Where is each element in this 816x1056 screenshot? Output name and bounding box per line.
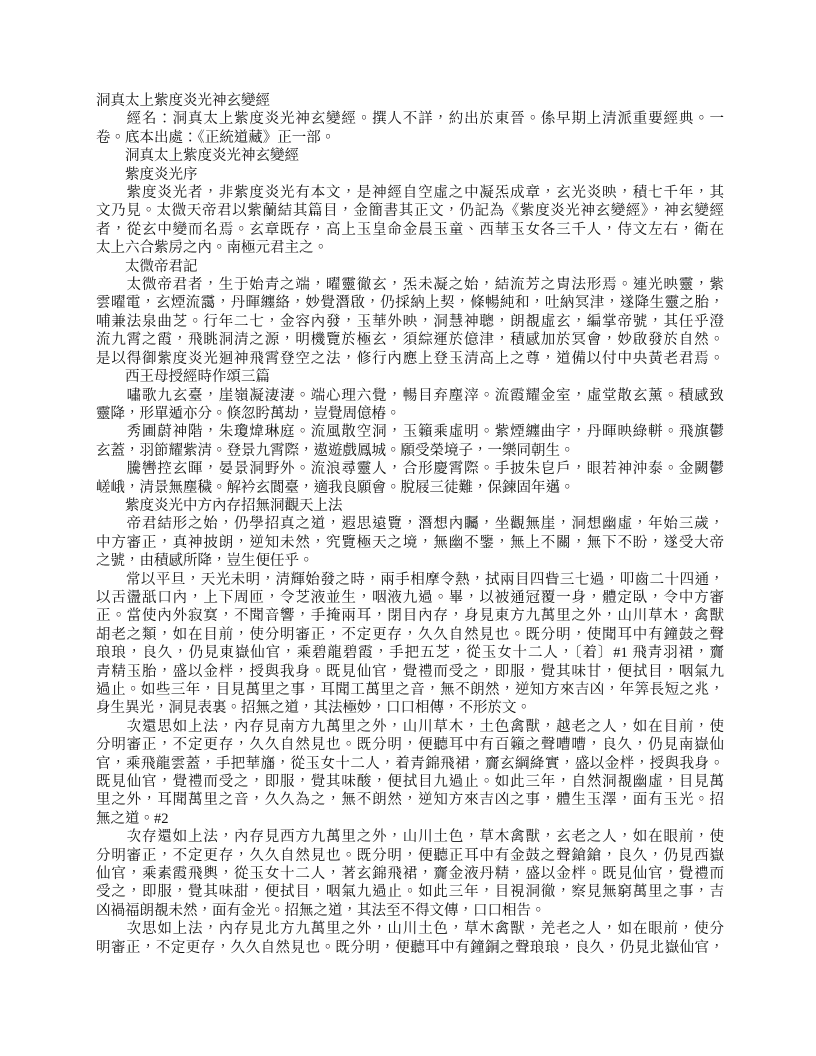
text-line: 身生異光，洞見表裏。招無之道，其法極妙，口口相傳，不形於文。: [96, 700, 531, 717]
text-line: 嵯峨，清景無塵穢。解衿玄閬臺，適我良願會。脫屐三徒難，保鍊固年邁。: [96, 479, 575, 496]
text-line: 仙官，乘素霞飛輿，從玉女十二人，著玄錦飛裙，齎金液丹精，盛以金柈。既見仙官，覺禮而: [96, 866, 724, 883]
text-line: 分明審正，不定更存，久久自然見也。既分明，便聽耳中有百籟之聲嘈嘈，良久，仍見南嶽仙: [96, 737, 724, 754]
text-line: 青精玉胎，盛以金柈，授與我身。既見仙官，覺禮而受之，即服，覺其味甘，便拭目，咽氣九: [96, 663, 724, 680]
text-line: 琅琅，良久，仍見東嶽仙官，乘碧龍碧霞，手把五芝，從玉女十二人，〔着〕#1 飛青羽裙，齎: [96, 645, 724, 662]
text-line: 之號，由積感所降，豈生便任乎。: [96, 553, 314, 570]
text-line: 官，乘飛龍雲蓋，手把華旛，從玉女十二人，着青錦飛裙，齎玄綱絳實，盛以金柈，授與我身。: [96, 755, 724, 772]
text-line: 玄蓋，羽節耀紫清。登景九霄際，遨遊戲鳳城。願受榮境子，一樂同朝生。: [96, 442, 575, 459]
text-line: 文乃見。太微天帝君以紫蘭結其篇目，金簡書其正文，仍記為《紫度炎光神玄變經》，神玄變經: [96, 203, 724, 220]
text-line: 受之，即服，覺其味甜，便拭目，咽氣九過止。如此三年，目視洞徹，察見無窮萬里之事，吉: [96, 884, 724, 901]
text-line: 秀圃蔚神階，朱瓊煒琳庭。流風散空洞，玉籟乘虛明。紫煙纏曲字，丹暉映綠軿。飛旗鬱: [96, 424, 724, 441]
text-line: 常以平旦，天光未明，清輝始發之時，兩手相摩令熱，拭兩目四眥三七過，叩齒二十四通，: [96, 571, 724, 588]
text-line: 次還思如上法，內存見南方九萬里之外，山川草木，土色禽獸，越老之人，如在目前，使: [96, 718, 724, 735]
text-line: 中方審正，真神披朗，逆知未然，究覽極天之境，無幽不鑒，無上不關，無下不盼，遂受大帝: [96, 534, 724, 551]
text-line: 嘯歌九玄臺，崖嶺凝淒淒。端心理六覺，暢目弃塵滓。流霞耀金室，虛堂散玄薰。積感致: [96, 387, 724, 404]
text-line: 太上六合紫房之內。南極元君主之。: [96, 240, 328, 257]
text-line: 雲曜電，玄煙流靄，丹暉纏絡，妙覺潛啟，仍採納上契，條暢純和，吐納冥津，遂降生靈之胎，: [96, 295, 724, 312]
text-line: 次存還如上法，內存見西方九萬里之外，山川土色，草木禽獸，玄老之人，如在眼前，使: [96, 829, 724, 846]
text-line: 騰轡控玄暉，晏景洞野外。流浪尋靈人，合形慶霄際。手披朱皀戶，眼若神沖泰。金闕鬱: [96, 461, 724, 478]
text-line: 次思如上法，內存見北方九萬里之外，山川土色，草木禽獸，羌老之人，如在眼前，使分: [96, 921, 724, 938]
text-line: 紫度炎光者，非紫度炎光有本文，是神經自空虛之中凝炁成章，玄光炎映，積七千年，其: [96, 185, 724, 202]
text-line: 靈降，形單遁亦分。倏忽盻萬劫，豈覺周億椿。: [96, 405, 401, 422]
text-line: 紫度炎光中方內存招無洞觀天上法: [96, 497, 343, 514]
text-line: 哺兼法泉曲芝。行年二七，金容內發，玉華外映，洞慧神聰，朗覩虛玄，編掌帝號，其任乎澄: [96, 313, 724, 330]
text-line: 過止。如些三年，目見萬里之事，耳聞工萬里之音，無不朗然，逆知方來吉凶，年筭長短之兆，: [96, 682, 724, 698]
text-line: 無之道。#2: [96, 810, 169, 827]
text-line: 卷。底本出處：《正統道藏》正一部。: [96, 129, 336, 146]
text-line: 分明審正，不定更存，久久自然見也。既分明，便聽正耳中有金鼓之聲鎗鎗，良久，仍見西嶽: [96, 847, 724, 864]
text-line: 者，從玄中變而名焉。玄章既存，高上玉皇命金晨玉童、西華玉女各三千人，侍文左右，衛在: [96, 221, 724, 238]
text-line: 帝君結形之始，仍學招真之道，遐思遠覽，潛想內矚，坐觀無崖，洞想幽虛，年始三歲，: [96, 516, 724, 533]
text-line: 胡老之類，如在目前，使分明審正，不定更存，久久自然見也。既分明，使聞耳中有鐘鼓之聲: [96, 626, 724, 643]
text-line: 西王母授經時作頌三篇: [96, 369, 270, 386]
text-line: 太微帝君者，生于始青之端，曜靈徹玄，炁未凝之始，結流芳之胄法形焉。連光映靈，紫: [96, 277, 724, 294]
text-line: 正。當使內外寂寞，不聞音響，手掩兩耳，閉目內存，身見東方九萬里之外，山川草木，禽獸: [96, 608, 724, 625]
text-line: 既見仙官，覺禮而受之，即服，覺其味酸，便拭目九過止。如此三年，自然洞覩幽虛，目見萬: [96, 774, 724, 791]
text-line: 紫度炎光序: [96, 166, 198, 183]
text-line: 以舌盪舐口內，上下周匝，令芝液並生，咽液九過。畢，以被通冠覆一身，體定臥，令中方審: [96, 589, 724, 606]
text-line: 凶禍福朗覩未然，面有金光。招無之道，其法至不得文傳，口口相告。: [96, 902, 546, 919]
text-line: 太微帝君記: [96, 258, 198, 275]
text-line: 經名：洞真太上紫度炎光神玄變經。撰人不詳，約出於東晉。係早期上清派重要經典。一: [96, 111, 724, 128]
text-line: 洞真太上紫度炎光神玄變經: [96, 148, 299, 165]
text-line: 洞真太上紫度炎光神玄變經: [96, 93, 270, 109]
text-line: 里之外，耳聞萬里之音，久久為之，無不朗然，逆知方來吉凶之事，體生玉澤，面有玉光。招: [96, 792, 724, 809]
document-text-block: [96, 92, 724, 957]
text-line: 流九霄之霞，飛眺洞清之源，明機覽於極玄，須綜運於億津，積感加於冥會，妙啟發於自然。: [96, 332, 724, 349]
text-line: 明審正，不定更存，久久自然見也。既分明，便聽耳中有鐘銅之聲琅琅，良久，仍見北嶽仙官，: [96, 939, 724, 956]
text-line: 是以得御紫度炎光迴神飛霄登空之法，修行內應上登玉清高上之尊，道備以付中央黃老君焉。: [96, 350, 724, 367]
